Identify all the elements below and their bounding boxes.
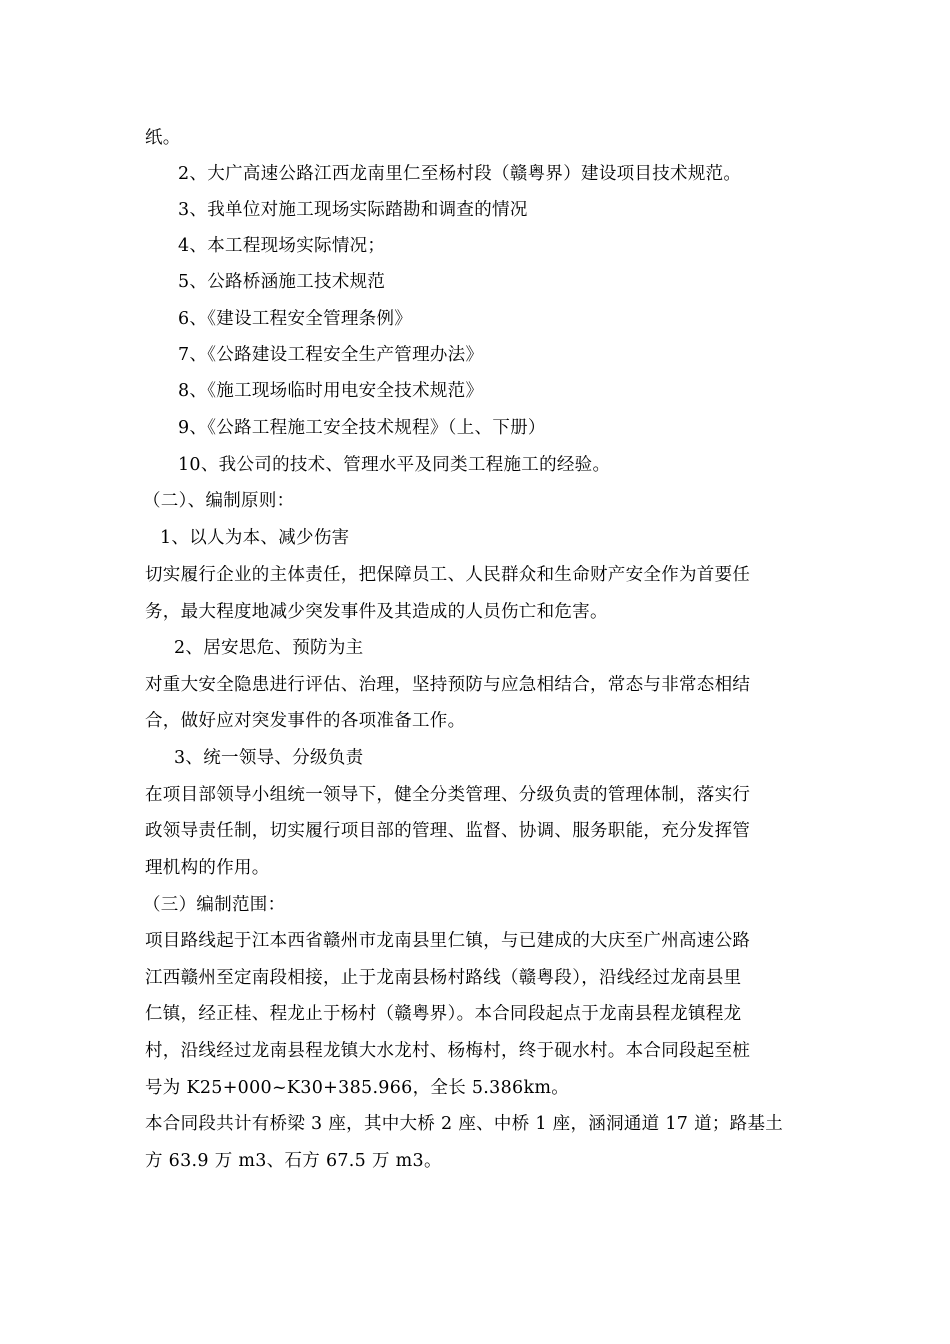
principle-2-heading: 2、居安思危、预防为主 (174, 638, 364, 658)
principle-3-text-line-1: 在项目部领导小组统一领导下，健全分类管理、分级负责的管理体制，落实行 (145, 785, 751, 805)
basis-item-2: 2、大广高速公路江西龙南里仁至杨村段（赣粤界）建设项目技术规范。 (178, 164, 742, 184)
basis-item-10: 10、我公司的技术、管理水平及同类工程施工的经验。 (178, 455, 611, 475)
principle-1-text-line-1: 切实履行企业的主体责任，把保障员工、人民群众和生命财产安全作为首要任 (145, 565, 751, 585)
quantities-text-line-1: 本合同段共计有桥梁 3 座，其中大桥 2 座、中桥 1 座，涵洞通道 17 道；路基土 (145, 1114, 784, 1134)
principle-3-heading: 3、统一领导、分级负责 (174, 748, 364, 768)
principle-1-text-line-2: 务，最大程度地减少突发事件及其造成的人员伤亡和危害。 (145, 602, 608, 622)
basis-item-7: 7、《公路建设工程安全生产管理办法》 (178, 345, 484, 365)
basis-item-3: 3、我单位对施工现场实际踏勘和调查的情况 (178, 200, 528, 220)
section-heading-principles: （二）、编制原则： (143, 491, 295, 511)
scope-text-line-4: 村，沿线经过龙南县程龙镇大水龙村、杨梅村，终于砚水村。本合同段起至桩 (145, 1041, 751, 1061)
principle-3-text-line-2: 政领导责任制，切实履行项目部的管理、监督、协调、服务职能，充分发挥管 (145, 821, 751, 841)
basis-item-6: 6、《建设工程安全管理条例》 (178, 309, 413, 329)
scope-text-line-1: 项目路线起于江本西省赣州市龙南县里仁镇，与已建成的大庆至广州高速公路 (145, 931, 751, 951)
principle-3-text-line-3: 理机构的作用。 (145, 858, 270, 878)
section-heading-scope: （三）编制范围： (143, 895, 286, 915)
scope-text-line-2: 江西赣州至定南段相接，止于龙南县杨村路线（赣粤段），沿线经过龙南县里 (145, 968, 742, 988)
scope-text-line-3: 仁镇，经正桂、程龙止于杨村（赣粤界）。本合同段起点于龙南县程龙镇程龙 (145, 1004, 742, 1024)
principle-2-text-line-2: 合，做好应对突发事件的各项准备工作。 (145, 711, 466, 731)
principle-2-text-line-1: 对重大安全隐患进行评估、治理，坚持预防与应急相结合，常态与非常态相结 (145, 675, 751, 695)
text-line-continuation: 纸。 (145, 128, 181, 148)
basis-item-4: 4、本工程现场实际情况； (178, 236, 386, 256)
basis-item-9: 9、《公路工程施工安全技术规程》（上、下册） (178, 418, 546, 438)
scope-text-line-5: 号为 K25+000~K30+385.966，全长 5.386km。 (145, 1078, 570, 1098)
principle-1-heading: 1、以人为本、减少伤害 (160, 528, 350, 548)
basis-item-5: 5、公路桥涵施工技术规范 (178, 272, 386, 292)
basis-item-8: 8、《施工现场临时用电安全技术规范》 (178, 381, 484, 401)
quantities-text-line-2: 方 63.9 万 m3、石方 67.5 万 m3。 (145, 1151, 442, 1171)
